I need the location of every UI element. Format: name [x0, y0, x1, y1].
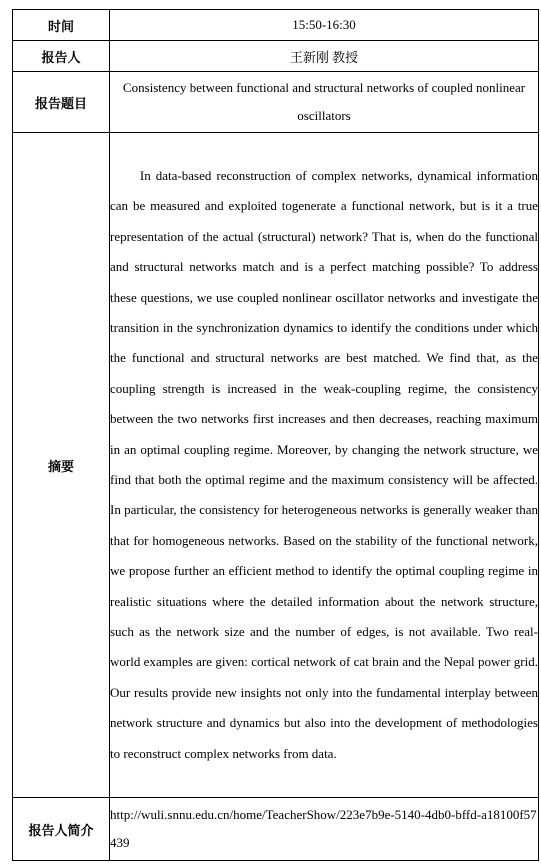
time-label: 时间 — [13, 10, 110, 41]
row-time — [13, 10, 539, 41]
bio-label: 报告人简介 — [13, 798, 110, 861]
topic-value: Consistency between functional and structural networks of coupled nonlinear oscillators — [110, 72, 539, 133]
abstract-text: In data-based reconstruction of complex networks, dynamical information can be measured and exploited togenerate a functional network, but is it a true representation of the actual (structural) network? That is, when do the functional and structural networks match and is a perfect matching possible? To address these questions, we use coupled nonlinear oscillator networks and investigate the transition in the synchronization dynamics to identify the conditions under which the functional and structural networks are best matched. We find that, as the coupling strength is increased in the weak-coupling regime, the consistency between the two networks first increases and then decreases, reaching maximum in an optimal coupling regime. Moreover, by changing the network structure, we find that both the optimal regime and the maximum consistency will be affected. In particular, the consistency for heterogeneous networks is generally weaker than that for homogeneous networks. Based on the stability of the functional network, we propose further an efficient method to identify the optimal coupling regime in realistic situations where the detailed information about the network structure, such as the network size and the number of edges, is not available. Two real-world examples are given: cortical network of cat brain and the Nepal power grid. Our results provide new insights not only into the fundamental interplay between network structure and dynamics but also into the development of methodologies to reconstruct complex networks from data. — [110, 133, 539, 798]
time-value: 15:50-16:30 — [110, 10, 539, 41]
bio-link[interactable]: http://wuli.snnu.edu.cn/home/TeacherShow/223e7b9e-5140-4db0-bffd-a18100f57439 — [110, 798, 539, 861]
row-topic — [13, 72, 539, 133]
row-bio — [13, 798, 539, 861]
seminar-info-table — [12, 9, 539, 861]
row-abstract — [13, 133, 539, 798]
reporter-value: 王新刚 教授 — [110, 41, 539, 72]
row-reporter — [13, 41, 539, 72]
reporter-label: 报告人 — [13, 41, 110, 72]
topic-label: 报告题目 — [13, 72, 110, 133]
abstract-label: 摘要 — [13, 133, 110, 798]
